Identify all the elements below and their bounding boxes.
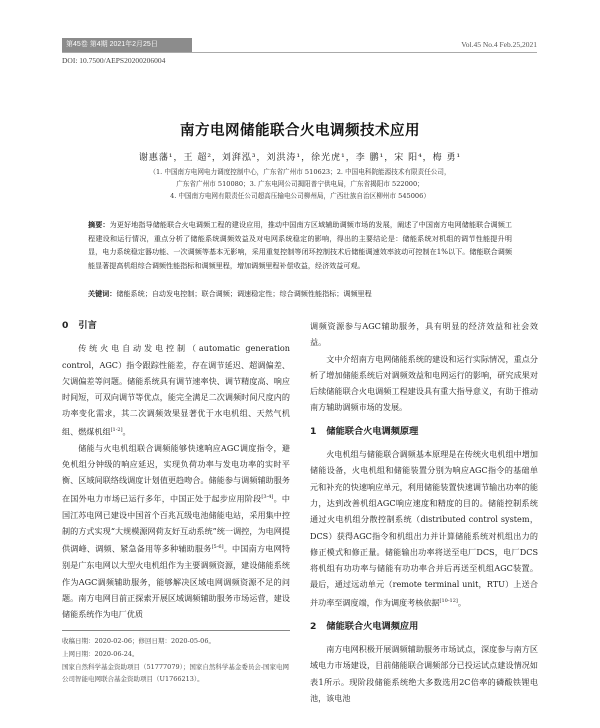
paragraph: 调频资源参与AGC辅助服务，具有明显的经济效益和社会效益。 (310, 321, 538, 348)
funding: 国家自然科学基金资助项目（51777079）；国家自然科学基金委员会-国家电网公司智能电网联合基金资助项目（U1766213）。 (62, 662, 290, 684)
section-heading: 0 引言 (62, 320, 97, 331)
running-header (62, 38, 537, 52)
section-heading: 2 储能联合火电调频应用 (310, 620, 419, 632)
paper-title: 南方电网储能联合火电调频技术应用 (180, 123, 420, 139)
abstract (88, 218, 512, 272)
paragraph: 文中介绍南方电网储能系统的建设和运行实际情况，重点分析了增加储能系统后对调频效益和电网运行的影响，研究成果对后续储能联合火电调频工程建设具有重大指导意义，有助于推动南方辅助调频市场的发展。 (310, 353, 538, 413)
received-date: 收稿日期：2020-02-06；修回日期：2020-05-06。 (62, 637, 215, 645)
doi: DOI: 10.7500/AEPS20200206004 (62, 56, 166, 65)
journal-volume-label: 第45卷 第4期 2021年2月25日 (62, 38, 192, 52)
keywords (88, 287, 512, 300)
column-right (310, 318, 538, 706)
keywords-label: 关键词： (88, 289, 117, 298)
abstract-text: 为更好地指导储能联合火电调频工程的建设应用，推动中国南方区域辅助调频市场的发展，阐述了中国南方电网储能联合调频工程建设和运行情况，重点分析了储能系统调频效益及对电网系统稳定的影响，得出的主要结论是：储能系统对机组的调节性能提升明显，电力系统稳定器功能、一次调频等基本无影响，采用重复控制等闭环控制技术后储能调速效率波动可控制在1%以下。储能联合调频能显著提高机组综合调频性能指标和调频里程，增加调频里程补偿收益，经济效益可观。 (88, 220, 513, 270)
affiliation-line: （1. 中国南方电网电力调度控制中心，广东省广州市 510623；2. 中国电科院能源技术有限责任公司， (149, 168, 451, 176)
keywords-text: 储能系统；自动发电控制；联合调频；调速稳定性；综合调频性能指标；调频里程 (116, 289, 372, 298)
paragraph: 南方电网积极开展调频辅助服务市场试点，深度参与南方区域电力市场建设，目前储能联合调频部分已投运试点建设情况如表1所示。现阶段储能系统绝大多数选用2C倍率的磷酸铁锂电池，该电池 (310, 644, 538, 703)
paragraph: 火电机组与储能联合调频基本原理是在传统火电机组中增加储能设备，火电机组和储能装置分别为响应AGC指令的基础单元和补充的快速响应单元，利用储能装置快速调节输出功率的能力，达到改善机组AGC响应速度和精度的目的。储能控制系统通过火电机组分散控制系统（distributed control system，DCS）获得AGC指令和机组出力并计算储能系统对机组出力的修正模式和修正量。储能输出功率将送至电厂DCS，电厂DCS将机组有功功率与储能有功功率合并后再送至机组AGC装置。最后，通过远动单元（remote terminal unit，RTU）上送合并功率至调度端，作为调度考核依据[10-12]。 (310, 449, 538, 608)
authors: 谢惠藩¹，王 超²，刘湃泓³，刘洪涛¹，徐光虎¹，李 鹏¹，宋 阳⁴，梅 勇¹ (138, 153, 462, 163)
journal-volume-en: Vol.45 No.4 Feb.25,2021 (461, 40, 537, 49)
footnote (62, 630, 290, 686)
section-heading: 1 储能联合火电调频原理 (310, 425, 419, 437)
column-left (62, 316, 290, 622)
abstract-label: 摘要： (88, 220, 110, 229)
paragraph: 传统火电自动发电控制（automatic generation control，AGC）指令跟踪性能差，存在调节延迟、超调偏差、欠调偏差等问题。储能系统具有调节速率快、调节精度高、响应时间短，可双向调节等优点，能完全满足二次调频时间尺度内的功率变化需求，其二次调频效果显著优于水电机组、天然气机组、燃煤机组[1-2]。 (62, 343, 290, 437)
affiliation-line: 4. 中国南方电网有限责任公司超高压输电公司柳州局，广西壮族自治区柳州市 545006） (170, 192, 430, 200)
header-rule (62, 52, 537, 53)
online-date: 上网日期：2020-06-24。 (62, 649, 139, 658)
affiliation-line: 广东省广州市 510080；3. 广东电网公司揭阳普宁供电局，广东省揭阳市 522000； (176, 180, 424, 188)
paragraph: 储能与火电机组联合调频能够快速响应AGC调度指令，避免机组分钟级的响应延迟，实现负荷功率与发电功率的实时平衡、区域间联络线调度计划值更趋吻合。储能参与调频辅助服务在国外电力市场已运行多年，中国正处于起步应用阶段[3-4]。中国江苏电网已建设中国首个百兆瓦级电池储能电站，采用集中控制的方式实现“大规模源网荷友好互动系统”统一调控，为电网提供调峰、调频、紧急备用等多种辅助服务[5-6]。中国南方电网特别是广东电网以大型火电机组作为主要调频资源，建设储能系统作为AGC调频辅助服务，能够解决区域电网调频资源不足的问题。南方电网目前正探索开展区域调频辅助服务市场运营，建设储能系统作为电厂优质 (62, 442, 290, 620)
